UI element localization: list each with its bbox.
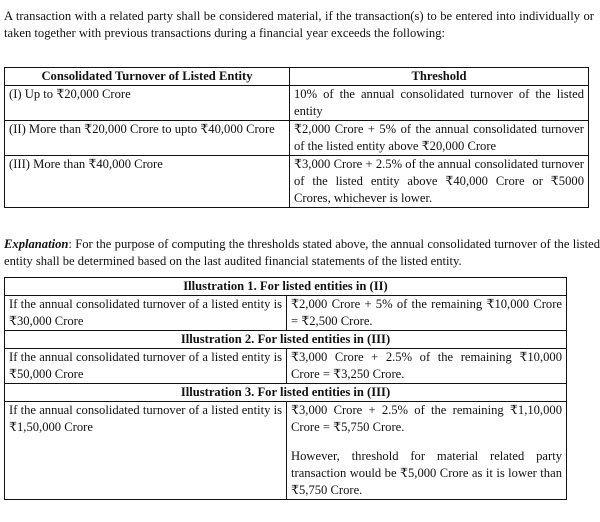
illustration-title-row xyxy=(5,278,567,296)
illustration-2-threshold: ₹3,000 Crore + 2.5% of the remaining ₹10,000 Crore = ₹3,250 Crore. xyxy=(287,349,567,384)
illustration-2-title: Illustration 2. For listed entities in (III) xyxy=(5,331,567,349)
header-threshold: Threshold xyxy=(290,68,589,86)
intro-paragraph: A transaction with a related party shall be considered material, if the transaction(s) to be entered into individually or taken together with previous transactions during a financial year exceeds the following: xyxy=(4,9,594,40)
threshold-table xyxy=(4,67,589,208)
explanation-text: : For the purpose of computing the thresholds stated above, the annual consolidated turnover of the listed entity shall be determined based on the last audited financial statements of the listed entity. xyxy=(4,237,600,268)
threshold-table-header-row xyxy=(5,68,589,86)
illustration-2-turnover: If the annual consolidated turnover of a listed entity is ₹50,000 Crore xyxy=(5,349,287,384)
table-row xyxy=(5,402,567,500)
turnover-cell: (III) More than ₹40,000 Crore xyxy=(5,156,290,208)
table-row xyxy=(5,86,589,121)
illustration-title-row xyxy=(5,331,567,349)
illustration-3-calc: ₹3,000 Crore + 2.5% of the remaining ₹1,10,000 Crore = ₹5,750 Crore. xyxy=(291,403,562,434)
illustration-3-turnover: If the annual consolidated turnover of a listed entity is ₹1,50,000 Crore xyxy=(5,402,287,500)
table-row xyxy=(5,296,567,331)
turnover-cell: (I) Up to ₹20,000 Crore xyxy=(5,86,290,121)
table-row xyxy=(5,349,567,384)
illustration-title-row xyxy=(5,384,567,402)
illustration-1-title: Illustration 1. For listed entities in (II) xyxy=(5,278,567,296)
explanation-label: Explanation xyxy=(4,237,69,251)
illustration-3-threshold xyxy=(287,402,567,500)
header-turnover: Consolidated Turnover of Listed Entity xyxy=(5,68,290,86)
threshold-cell: 10% of the annual consolidated turnover of the listed entity xyxy=(290,86,589,121)
illustrations-table xyxy=(4,277,567,500)
table-row xyxy=(5,121,589,156)
threshold-cell: ₹3,000 Crore + 2.5% of the annual consolidated turnover of the listed entity above ₹40,000 Crore or ₹5000 Crores, whichever is lower. xyxy=(290,156,589,208)
threshold-cell: ₹2,000 Crore + 5% of the annual consolidated turnover of the listed entity above ₹20,000 Crore xyxy=(290,121,589,156)
illustration-1-threshold: ₹2,000 Crore + 5% of the remaining ₹10,000 Crore = ₹2,500 Crore. xyxy=(287,296,567,331)
illustration-3-title: Illustration 3. For listed entities in (III) xyxy=(5,384,567,402)
explanation-paragraph xyxy=(4,236,600,270)
illustration-3-note: However, threshold for material related party transaction would be ₹5,000 Crore as it is lower than ₹5,750 Crore. xyxy=(291,449,562,497)
illustration-1-turnover: If the annual consolidated turnover of a listed entity is ₹30,000 Crore xyxy=(5,296,287,331)
table-row xyxy=(5,156,589,208)
turnover-cell: (II) More than ₹20,000 Crore to upto ₹40,000 Crore xyxy=(5,121,290,156)
